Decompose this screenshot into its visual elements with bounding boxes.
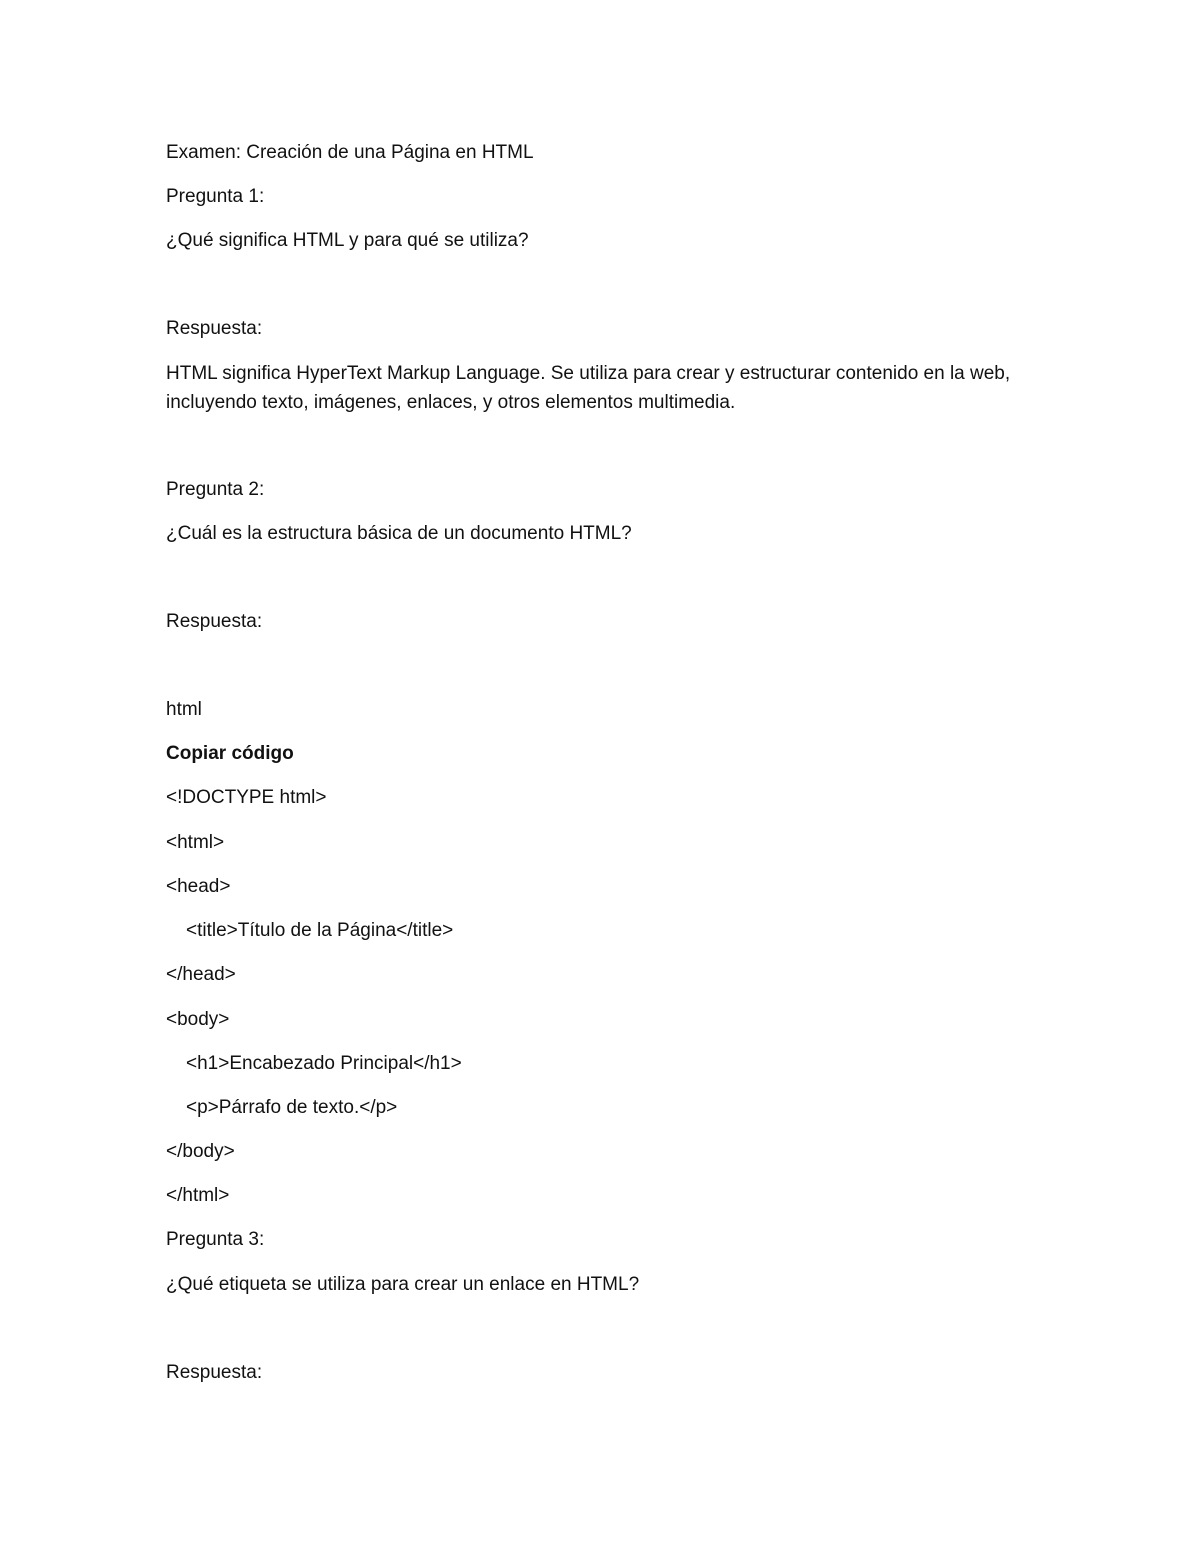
code-line: <head> bbox=[166, 876, 231, 897]
question-2-label: Pregunta 2: bbox=[166, 479, 265, 500]
code-language-label: html bbox=[166, 699, 202, 720]
question-1-answer-label: Respuesta: bbox=[166, 318, 263, 339]
question-2-text: ¿Cuál es la estructura básica de un documento HTML? bbox=[166, 523, 632, 544]
question-3-answer-label: Respuesta: bbox=[166, 1362, 263, 1383]
code-line: <body> bbox=[166, 1009, 230, 1030]
code-line: <h1>Encabezado Principal</h1> bbox=[186, 1053, 462, 1074]
document-title: Examen: Creación de una Página en HTML bbox=[166, 142, 534, 163]
question-3-text: ¿Qué etiqueta se utiliza para crear un enlace en HTML? bbox=[166, 1274, 640, 1295]
question-1-answer-text: HTML significa HyperText Markup Language. Se utiliza para crear y estructurar contenido en la web, incluyendo texto, imágenes, enlaces, y otros elementos multimedia. bbox=[166, 363, 1011, 413]
question-1-text: ¿Qué significa HTML y para qué se utiliza? bbox=[166, 230, 529, 251]
code-line: <html> bbox=[166, 832, 225, 853]
code-line: </html> bbox=[166, 1185, 230, 1206]
copy-code-button[interactable]: Copiar código bbox=[166, 743, 294, 764]
code-line: </head> bbox=[166, 964, 236, 985]
code-line: </body> bbox=[166, 1141, 235, 1162]
question-2-answer-label: Respuesta: bbox=[166, 611, 263, 632]
question-3-label: Pregunta 3: bbox=[166, 1229, 265, 1250]
code-line: <p>Párrafo de texto.</p> bbox=[186, 1097, 398, 1118]
question-1-label: Pregunta 1: bbox=[166, 186, 265, 207]
code-line: <title>Título de la Página</title> bbox=[186, 920, 454, 941]
code-line: <!DOCTYPE html> bbox=[166, 787, 327, 808]
